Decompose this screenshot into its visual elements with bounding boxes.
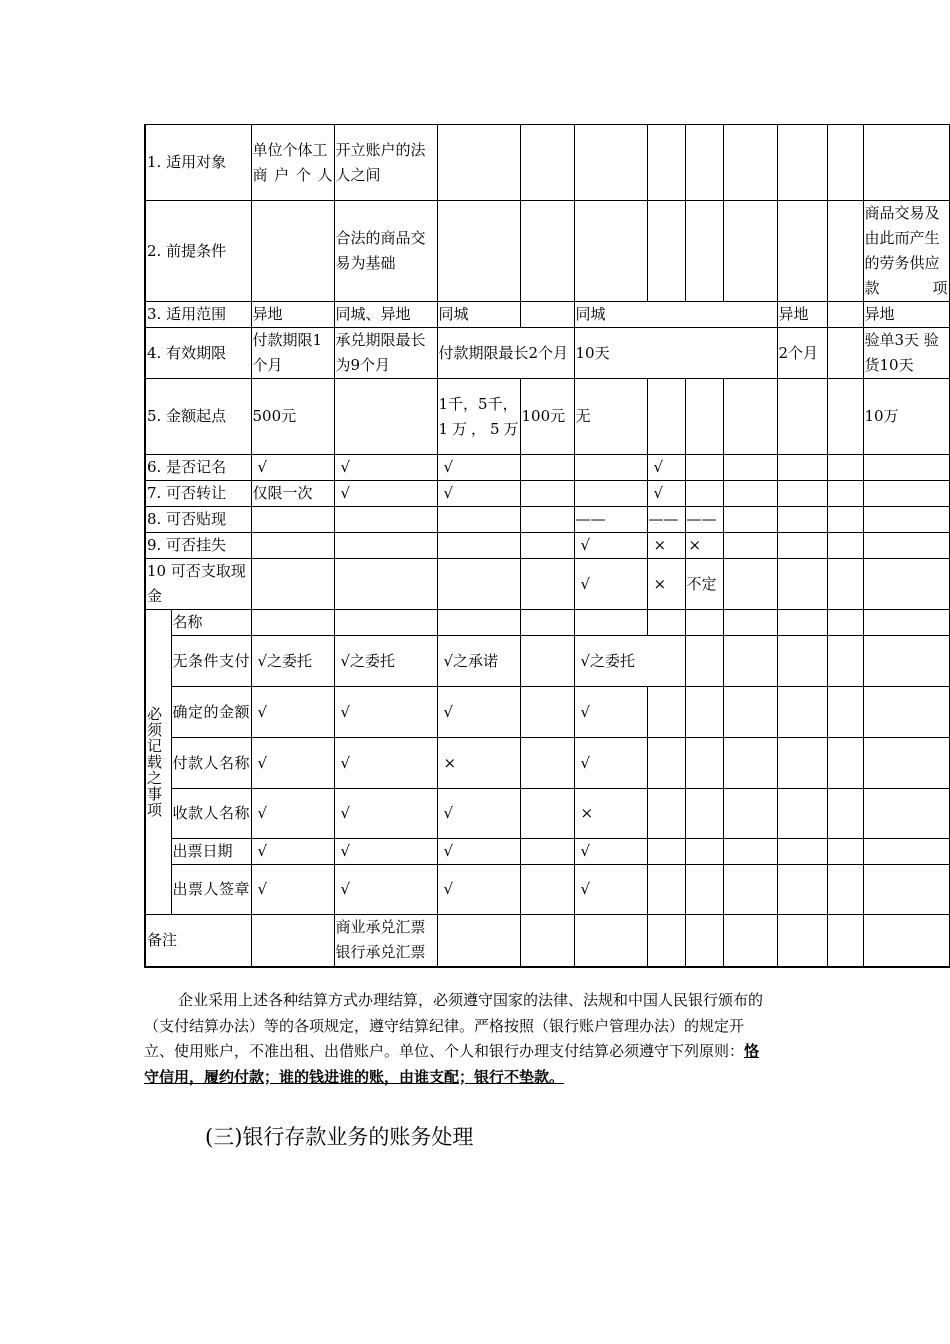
table-cell: 单位个体工商户个人	[251, 125, 334, 201]
table-cell: √	[574, 533, 647, 559]
table-cell	[863, 125, 949, 201]
table-cell: 同城、异地	[334, 302, 437, 328]
table-cell: √	[574, 738, 647, 789]
table-cell: √	[437, 839, 520, 865]
remark-line: 商业承兑汇票	[335, 918, 426, 937]
table-cell: ×	[647, 533, 685, 559]
table-row	[145, 865, 949, 915]
table-cell: √之委托	[334, 636, 437, 687]
table-cell: √	[574, 687, 647, 738]
table-cell: ——	[574, 507, 647, 533]
table-row	[145, 455, 949, 481]
table-cell: √	[334, 738, 437, 789]
table-cell: √	[251, 839, 334, 865]
row-label: 3. 适用范围	[145, 302, 251, 328]
row-label: 5. 金额起点	[145, 379, 251, 455]
table-row	[145, 839, 949, 865]
row-label: 出票日期	[171, 839, 251, 865]
table-cell: √	[437, 455, 520, 481]
paragraph-text: 企业采用上述各种结算方式办理结算，必须遵守国家的法律、法规和中国人民银行颁布的（支付结算办法）等的各项规定，遵守结算纪律。严格按照（银行账户管理办法）的规定开立、使用账户，不准出租、出借账户。单位、个人和银行办理支付结算必须遵守下列原则：	[144, 991, 764, 1060]
row-label: 9. 可否挂失	[145, 533, 251, 559]
table-row	[145, 201, 949, 302]
row-label: 10 可否支取现金	[145, 559, 251, 610]
table-cell: √	[334, 839, 437, 865]
section-title: (三)银行存款业务的账务处理	[205, 1125, 474, 1149]
table-row	[145, 789, 949, 839]
table-cell: √之承诺	[437, 636, 520, 687]
row-label: 付款人名称	[171, 738, 251, 789]
table-cell: √	[574, 839, 647, 865]
table-cell: 商品交易及由此而产生的劳务供应款项	[863, 201, 949, 302]
table-cell: √	[251, 455, 334, 481]
row-label: 1. 适用对象	[145, 125, 251, 201]
table-row	[145, 738, 949, 789]
table-cell: 异地	[251, 302, 334, 328]
table-cell: 付款期限最长2个月	[437, 328, 574, 379]
table-row	[145, 687, 949, 738]
table-cell: ×	[685, 533, 723, 559]
row-label: 无条件支付	[171, 636, 251, 687]
table-cell: √	[334, 455, 437, 481]
row-label: 备注	[145, 915, 251, 967]
table-cell: ×	[574, 789, 647, 839]
table-row	[145, 636, 949, 687]
table-cell: √	[334, 687, 437, 738]
paragraph-emphasis: 恪守信用，履约付款；谁的钱进谁的账，由谁支配；银行不垫款。	[144, 1042, 760, 1086]
table-cell: 异地	[863, 302, 949, 328]
table-cell: √	[251, 738, 334, 789]
table-cell: 10万	[863, 379, 949, 455]
remark-line: 银行承兑汇票	[335, 943, 426, 962]
table-cell: 无	[574, 379, 647, 455]
table-cell: 1千，5千，1万，5万	[437, 379, 520, 455]
table-row	[145, 379, 949, 455]
table-cell: √	[437, 789, 520, 839]
table-cell: 同城	[437, 302, 520, 328]
row-label: 7. 可否转让	[145, 481, 251, 507]
table-cell: √	[251, 789, 334, 839]
table-cell: 100元	[520, 379, 574, 455]
table-cell: 开立账户的法人之间	[334, 125, 437, 201]
row-label: 6. 是否记名	[145, 455, 251, 481]
table-cell: √	[437, 481, 520, 507]
table-row	[145, 533, 949, 559]
table-cell: 仅限一次	[251, 481, 334, 507]
table-row	[145, 610, 949, 636]
settlement-methods-table	[144, 124, 950, 968]
table-cell: 10天	[574, 328, 777, 379]
table-row	[145, 915, 949, 967]
table-cell: 异地	[777, 302, 827, 328]
table-row	[145, 481, 949, 507]
table-cell: √	[334, 865, 437, 915]
table-row	[145, 302, 949, 328]
table-cell: ——	[647, 507, 685, 533]
row-label: 2. 前提条件	[145, 201, 251, 302]
table-cell: √	[647, 481, 685, 507]
table-cell: 同城	[574, 302, 777, 328]
table-row	[145, 559, 949, 610]
table-row	[145, 125, 949, 201]
table-cell: √	[251, 687, 334, 738]
row-label: 确定的金额	[171, 687, 251, 738]
table-cell: √之委托	[251, 636, 334, 687]
row-label: 8. 可否贴现	[145, 507, 251, 533]
row-label: 名称	[171, 610, 251, 636]
table-cell: √之委托	[574, 636, 685, 687]
table-cell: √	[647, 455, 685, 481]
row-label: 收款人名称	[171, 789, 251, 839]
table-cell: √	[437, 865, 520, 915]
table-cell: 不定	[685, 559, 723, 610]
table-cell: 承兑期限最长为9个月	[334, 328, 437, 379]
table-cell: √	[437, 687, 520, 738]
table-cell: √	[574, 865, 647, 915]
table-cell: ×	[647, 559, 685, 610]
table-cell: 付款期限1个月	[251, 328, 334, 379]
table-row	[145, 507, 949, 533]
table-cell: 合法的商品交易为基础	[334, 201, 437, 302]
table-cell: 500元	[251, 379, 334, 455]
required-items-group-label: 必 须 记 载 之 事 项	[145, 610, 171, 915]
table-row	[145, 328, 949, 379]
table-cell: ——	[685, 507, 723, 533]
table-cell: √	[574, 559, 647, 610]
table-cell	[334, 915, 437, 967]
body-paragraph	[144, 988, 764, 1090]
row-label: 出票人签章	[171, 865, 251, 915]
row-label: 4. 有效期限	[145, 328, 251, 379]
table-cell: 验单3天 验货10天	[863, 328, 949, 379]
table-cell: 2个月	[777, 328, 827, 379]
table-cell: √	[334, 481, 437, 507]
table-cell: ×	[437, 738, 520, 789]
table-cell: √	[251, 865, 334, 915]
table-cell: √	[334, 789, 437, 839]
